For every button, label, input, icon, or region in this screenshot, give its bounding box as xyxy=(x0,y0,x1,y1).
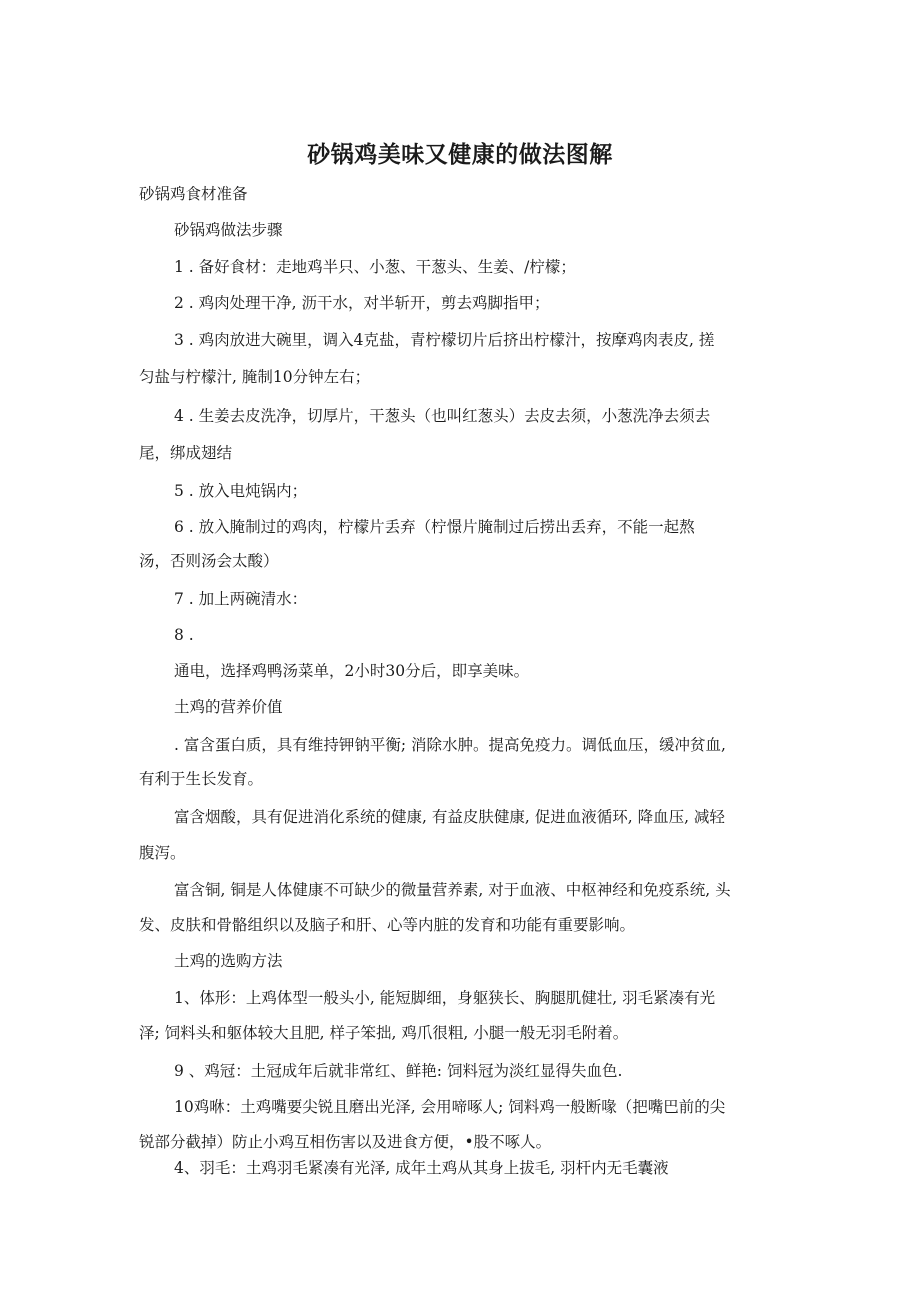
selection-body-line-1: 1、体形：上鸡体型一般头小, 能短脚细，身躯狭长、胸腿肌健壮, 羽毛紧凑有光 xyxy=(174,989,716,1007)
step-3-line-2: 匀盐与柠檬汁, 腌制10分钟左右； xyxy=(139,368,371,386)
step-1: 1 . 备好食材：走地鸡半只、小葱、干葱头、生姜、/柠檬； xyxy=(174,258,576,276)
step-5: 5 . 放入电炖锅内； xyxy=(174,482,308,500)
selection-body-line-2: 泽; 饲料头和躯体较大且肥, 样子笨拙, 鸡爪很粗, 小腿一般无羽毛附着。 xyxy=(139,1024,629,1042)
step-6-line-2: 汤，否则汤会太酸） xyxy=(139,552,279,570)
section-heading-selection: 土鸡的选购方法 xyxy=(174,952,283,970)
nutrition-protein-line-2: 有利于生长发育。 xyxy=(139,770,264,788)
page-title: 砂锅鸡美味又健康的做法图解 xyxy=(307,142,613,168)
step-4-line-1: 4 . 生姜去皮洗净，切厚片，干葱头（也叫红葱头）去皮去须，小葱洗净去须去 xyxy=(174,407,711,425)
nutrition-copper-line-1: 富含铜, 铜是人体健康不可缺少的微量营养素, 对于血液、中枢神经和免疫系统, 头 xyxy=(174,881,731,899)
section-heading-ingredients: 砂锅鸡食材准备 xyxy=(139,185,248,203)
nutrition-niacin-line-1: 富含烟酸，具有促进消化系统的健康, 有益皮肤健康, 促进血液循环, 降血压, 减轻 xyxy=(174,808,725,826)
selection-comb: 9 、鸡冠：土冠成年后就非常红、鲜艳: 饲料冠为淡红显得失血色. xyxy=(174,1062,623,1080)
step-8: 8 . xyxy=(174,626,194,644)
nutrition-copper-line-2: 发、皮肤和骨骼组织以及脑子和肝、心等内脏的发育和功能有重要影响。 xyxy=(139,916,636,934)
step-8-text: 通电，选择鸡鸭汤菜单，2小时30分后，即享美味。 xyxy=(174,662,530,680)
selection-beak-line-1: 10鸡咻：土鸡嘴要尖锐且磨出光泽, 会用啼啄人; 饲料鸡一般断喙（把嘴巴前的尖 xyxy=(174,1098,726,1116)
step-4-line-2: 尾，绑成翅结 xyxy=(139,444,233,462)
section-heading-steps: 砂锅鸡做法步骤 xyxy=(174,221,283,239)
selection-feathers: 4、羽毛：土鸡羽毛紧凑有光泽, 成年土鸡从其身上拔毛, 羽杆内无毛囊液 xyxy=(174,1159,669,1177)
selection-beak-line-2: 锐部分截掉）防止小鸡互相伤害以及进食方便，•股不啄人。 xyxy=(139,1133,552,1151)
step-3-line-1: 3 . 鸡肉放进大碗里，调入4克盐，青柠檬切片后挤出柠檬汁，按摩鸡肉表皮, 搓 xyxy=(174,331,715,349)
section-heading-nutrition: 土鸡的营养价值 xyxy=(174,698,283,716)
step-7: 7 . 加上两碗清水： xyxy=(174,590,308,608)
nutrition-niacin-line-2: 腹泻。 xyxy=(139,844,186,862)
step-2: 2 . 鸡肉处理干净, 沥干水，对半斩开，剪去鸡脚指甲； xyxy=(174,294,550,312)
step-6-line-1: 6 . 放入腌制过的鸡肉，柠檬片丢弃（柠憬片腌制过后捞出丢弃，不能一起熬 xyxy=(174,518,695,536)
nutrition-protein-line-1: . 富含蛋白质，具有维持钾钠平衡; 消除水肿。提高免疫力。调低血压，缓冲贫血, xyxy=(174,736,726,754)
